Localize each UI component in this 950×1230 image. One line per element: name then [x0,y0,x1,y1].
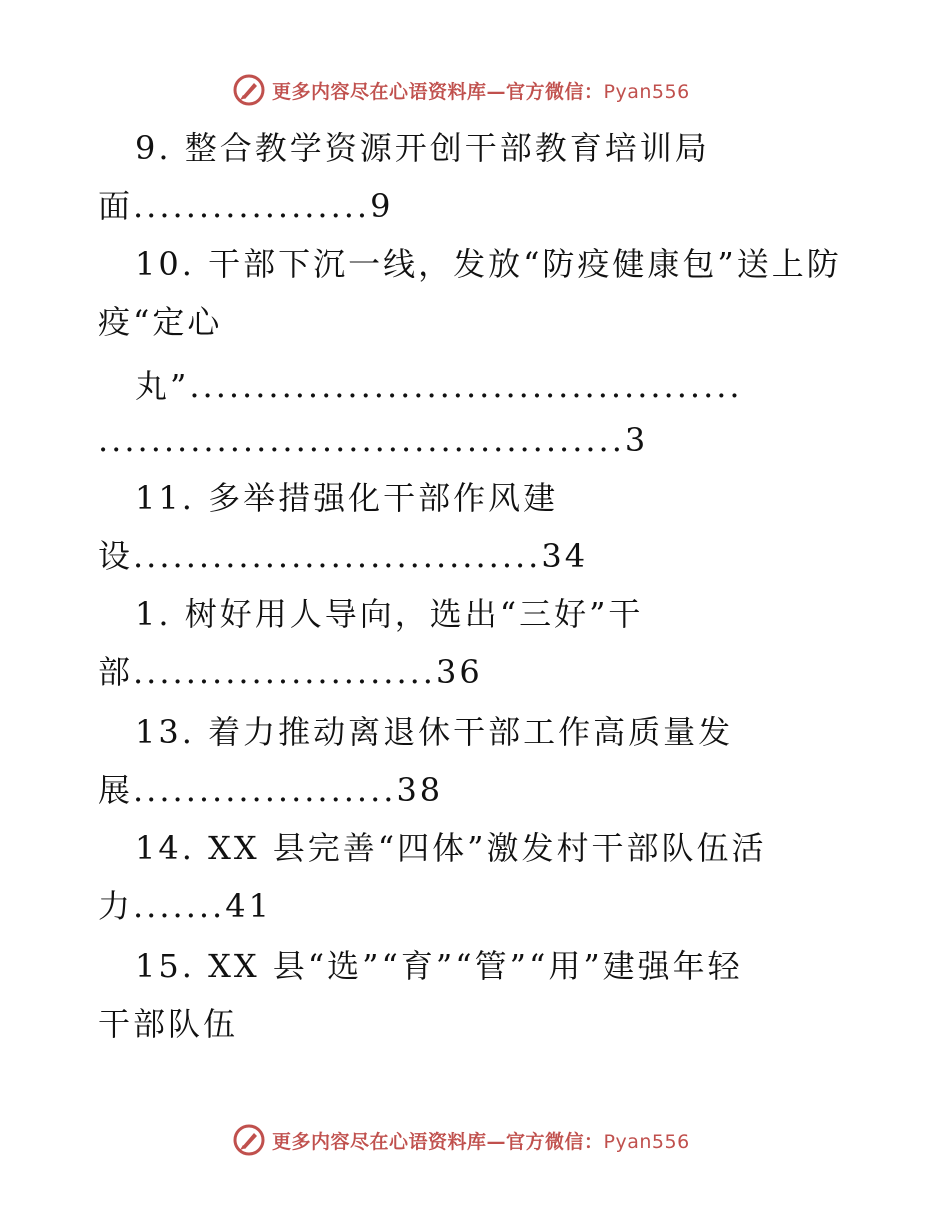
toc-line: 15. XX 县“选”“育”“管”“用”建强年轻 [135,947,743,985]
pen-nib-logo-icon [232,1123,266,1157]
watermark-text: 更多内容尽在心语资料库—官方微信：Pyan556 [272,1130,690,1153]
footer-watermark [232,1122,690,1158]
toc-line: 疫“定心 [98,303,223,341]
toc-line: ........................................3 [98,421,649,459]
pen-nib-logo-icon [232,73,266,107]
toc-line: 展....................38 [98,771,444,809]
toc-line: 9. 整合教学资源开创干部教育培训局 [135,129,710,167]
toc-line: 13. 着力推动离退休干部工作高质量发 [135,713,734,751]
toc-line: 面..................9 [98,187,394,225]
header-watermark [232,72,690,108]
watermark-text: 更多内容尽在心语资料库—官方微信：Pyan556 [272,80,690,103]
toc-line: 1. 树好用人导向，选出“三好”干 [135,595,644,633]
toc-line: 力.......41 [98,887,272,925]
toc-line: 设...............................34 [98,537,589,575]
toc-line: 干部队伍 [98,1005,239,1043]
toc-line: 10. 干部下沉一线，发放“防疫健康包”送上防 [135,245,842,283]
toc-line: 11. 多举措强化干部作风建 [135,479,559,517]
toc-line: 部.......................36 [98,653,483,691]
toc-line: 丸”.......................................... [135,367,743,405]
toc-line: 14. XX 县完善“四体”激发村干部队伍活 [135,829,767,867]
